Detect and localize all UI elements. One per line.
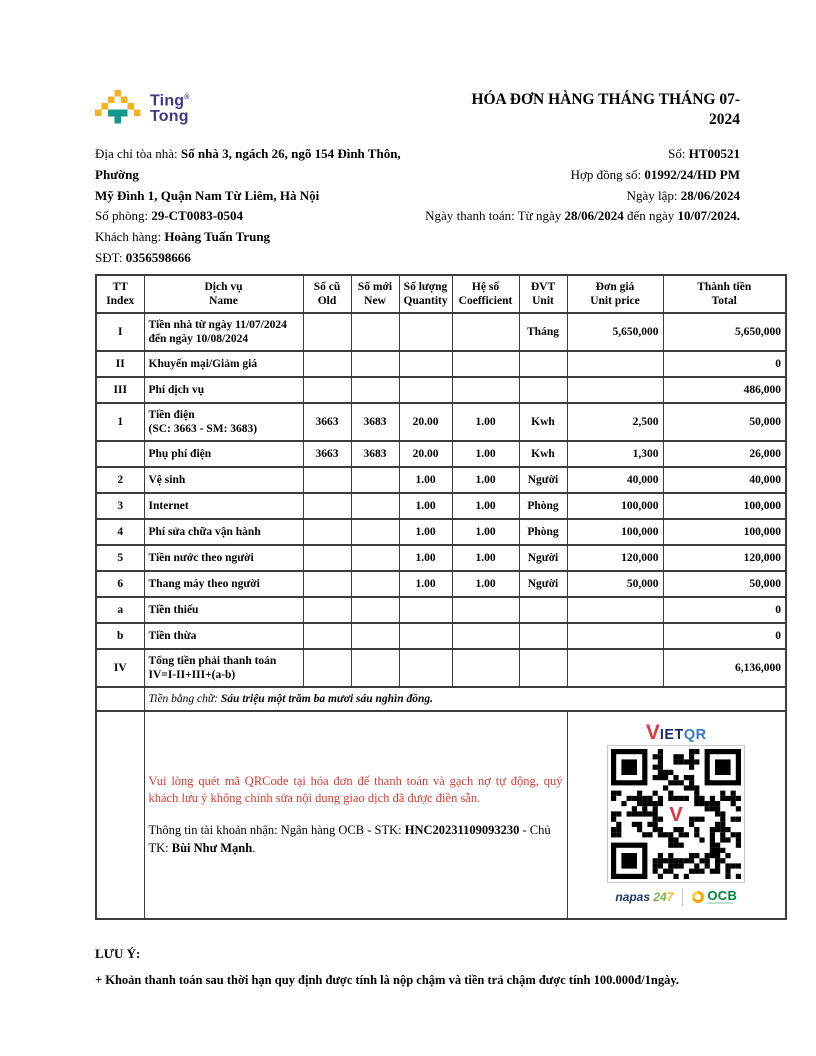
ocb-label: OCB	[707, 888, 738, 904]
cell-unit: Tháng	[519, 313, 567, 351]
cell-name: Phí sửa chữa vận hành	[144, 519, 303, 545]
cell-price	[567, 377, 663, 403]
cell-total: 0	[663, 597, 786, 623]
cell-idx: 4	[96, 519, 144, 545]
cell-old	[303, 623, 351, 649]
payment-from-date: 28/06/2024	[564, 208, 624, 224]
cell-coef	[452, 351, 519, 377]
table-row	[96, 441, 786, 467]
payment-period-line	[425, 206, 740, 227]
cell-idx: II	[96, 351, 144, 377]
table-row	[96, 649, 786, 687]
cell-new	[351, 493, 399, 519]
cell-idx: III	[96, 377, 144, 403]
cell-price	[567, 597, 663, 623]
payment-mid-label: đến ngày	[623, 208, 678, 224]
cell-new	[351, 313, 399, 351]
cell-old: 3663	[303, 441, 351, 467]
qr-code-cell	[567, 711, 786, 919]
contract-label: Hợp đồng số:	[570, 166, 645, 182]
cell-unit	[519, 377, 567, 403]
cell-total: 100,000	[663, 493, 786, 519]
cell-unit	[519, 597, 567, 623]
table-header-row	[96, 275, 786, 313]
qr-payment-row	[96, 711, 786, 919]
contract-value: 01992/24/HD PM	[644, 166, 740, 182]
cell-total: 6,136,000	[663, 649, 786, 687]
tingtong-logo-icon	[95, 90, 141, 124]
contract-number-line	[425, 165, 740, 186]
cell-total: 486,000	[663, 377, 786, 403]
customer-label: Khách hàng:	[95, 229, 165, 245]
table-footer	[96, 687, 786, 919]
invoice-title: HÓA ĐƠN HÀNG THÁNG THÁNG 07-2024	[471, 91, 740, 128]
cell-old	[303, 313, 351, 351]
cell-price: 100,000	[567, 493, 663, 519]
cell-coef: 1.00	[452, 519, 519, 545]
cell-new	[351, 467, 399, 493]
cell-name: Phụ phí điện	[144, 441, 303, 467]
cell-coef: 1.00	[452, 403, 519, 441]
invoice-number-line	[425, 144, 740, 165]
napas-7-text: 7	[666, 890, 674, 905]
cell-name: Tiền thừa	[144, 623, 303, 649]
cell-idx: a	[96, 597, 144, 623]
logo-line2: Tong	[150, 107, 189, 125]
qr-code-image	[611, 749, 741, 879]
cell-old: 3663	[303, 403, 351, 441]
payment-partners	[615, 888, 737, 906]
cell-name: Thang máy theo người	[144, 571, 303, 597]
vietqr-iet-text: IET	[659, 727, 684, 744]
cell-idx: 3	[96, 493, 144, 519]
cell-price: 120,000	[567, 545, 663, 571]
cell-qty	[399, 649, 452, 687]
cell-idx: 6	[96, 571, 144, 597]
cell-name: Tiền nước theo người	[144, 545, 303, 571]
napas-brand-text: napas	[615, 890, 650, 905]
column-header-1: Dịch vụ Name	[144, 275, 303, 313]
phone-label: SĐT:	[95, 249, 126, 265]
table-row	[96, 493, 786, 519]
cell-qty: 1.00	[399, 545, 452, 571]
cell-unit: Kwh	[519, 441, 567, 467]
cell-qty: 20.00	[399, 403, 452, 441]
ocb-text	[707, 890, 737, 904]
cell-unit: Phòng	[519, 519, 567, 545]
notes-heading: LƯU Ý:	[95, 945, 141, 961]
building-address-line1	[95, 144, 425, 186]
amount-in-words-cell	[144, 687, 786, 711]
info-left-column	[95, 144, 425, 269]
cell-price: 2,500	[567, 403, 663, 441]
cell-coef	[452, 313, 519, 351]
payment-label: Ngày thanh toán: Từ ngày	[425, 208, 565, 224]
cell-price: 5,650,000	[567, 313, 663, 351]
cell-new	[351, 351, 399, 377]
cell-coef: 1.00	[452, 571, 519, 597]
cell-coef: 1.00	[452, 493, 519, 519]
cell-price	[567, 351, 663, 377]
cell-unit: Phòng	[519, 493, 567, 519]
vietqr-v-icon: V	[645, 721, 660, 745]
payment-instructions-cell	[144, 711, 567, 919]
cell-new	[351, 571, 399, 597]
cell-new	[351, 545, 399, 571]
amount-in-words-value: Sáu triệu một trăm ba mươi sáu nghìn đồng.	[220, 692, 434, 705]
table-row	[96, 545, 786, 571]
cell-unit: Kwh	[519, 403, 567, 441]
cell-name: Tổng tiền phải thanh toán IV=I-II+III+(a-b)	[144, 649, 303, 687]
header	[95, 90, 785, 129]
cell-total: 0	[663, 351, 786, 377]
qr-code-frame	[607, 745, 745, 883]
cell-unit	[519, 649, 567, 687]
empty-cell	[96, 711, 144, 919]
cell-total: 5,650,000	[663, 313, 786, 351]
cell-qty	[399, 351, 452, 377]
address-label: Địa chỉ tòa nhà:	[95, 146, 181, 161]
column-header-6: ĐVT Unit	[519, 275, 567, 313]
cell-total: 120,000	[663, 545, 786, 571]
cell-coef	[452, 597, 519, 623]
table-row	[96, 351, 786, 377]
notes-section	[95, 946, 785, 988]
cell-name: Internet	[144, 493, 303, 519]
cell-price: 1,300	[567, 441, 663, 467]
empty-cell	[96, 687, 144, 711]
table-row	[96, 623, 786, 649]
cell-total: 50,000	[663, 571, 786, 597]
phone-line	[95, 248, 425, 269]
cell-total: 40,000	[663, 467, 786, 493]
customer-line	[95, 227, 425, 248]
cell-qty	[399, 623, 452, 649]
cell-unit	[519, 351, 567, 377]
cell-idx: 5	[96, 545, 144, 571]
cell-total: 100,000	[663, 519, 786, 545]
cell-old	[303, 545, 351, 571]
column-header-8: Thành tiền Total	[663, 275, 786, 313]
account-holder-label: - Chủ TK:	[148, 822, 551, 855]
cell-total: 50,000	[663, 403, 786, 441]
table-row	[96, 403, 786, 441]
payment-to-date: 10/07/2024	[677, 208, 737, 224]
table-row	[96, 519, 786, 545]
table-row	[96, 571, 786, 597]
account-label: Thông tin tài khoản nhận: Ngân hàng OCB - STK:	[148, 822, 405, 837]
cell-new: 3683	[351, 441, 399, 467]
account-number: HNC20231109093230	[404, 822, 520, 837]
cell-qty: 1.00	[399, 519, 452, 545]
svg-text:V: V	[669, 804, 683, 827]
cell-coef: 1.00	[452, 441, 519, 467]
cell-unit	[519, 623, 567, 649]
column-header-7: Đơn giá Unit price	[567, 275, 663, 313]
cell-idx: b	[96, 623, 144, 649]
cell-qty: 20.00	[399, 441, 452, 467]
cell-old	[303, 597, 351, 623]
cell-old	[303, 351, 351, 377]
cell-coef: 1.00	[452, 545, 519, 571]
qr-notice-text: Vui lòng quét mã QRCode tại hóa đơn để thanh toán và gạch nợ tự động, quý khách lưu ý không chỉnh sửa nội dung giao dịch đã được điền sẵn.	[148, 773, 563, 806]
room-number-line	[95, 206, 425, 227]
column-header-4: Số lượng Quantity	[399, 275, 452, 313]
napas-24-text: 24	[653, 890, 667, 905]
room-value: 29-CT0083-0504	[151, 208, 244, 224]
cell-qty: 1.00	[399, 467, 452, 493]
cell-idx: 1	[96, 403, 144, 441]
column-header-2: Số cũ Old	[303, 275, 351, 313]
napas-247-logo	[615, 890, 673, 904]
cell-coef	[452, 649, 519, 687]
cell-qty	[399, 313, 452, 351]
cell-qty: 1.00	[399, 571, 452, 597]
cell-idx: 2	[96, 467, 144, 493]
amount-in-words-row	[96, 687, 786, 711]
table-row	[96, 467, 786, 493]
cell-name: Phí dịch vụ	[144, 377, 303, 403]
info-right-column	[425, 144, 785, 269]
cell-name: Tiền điện (SC: 3663 - SM: 3683)	[144, 403, 303, 441]
cell-price: 50,000	[567, 571, 663, 597]
logo-line1: Ting	[150, 92, 185, 110]
partner-divider	[682, 888, 683, 906]
account-holder-name: Bùi Như Mạnh	[171, 840, 253, 855]
cell-qty	[399, 377, 452, 403]
cell-new	[351, 597, 399, 623]
cell-new	[351, 377, 399, 403]
cell-old	[303, 649, 351, 687]
invoice-table	[95, 274, 787, 920]
amount-in-words-label: Tiền bằng chữ:	[148, 692, 221, 705]
bank-account-text	[149, 821, 563, 857]
cell-price: 40,000	[567, 467, 663, 493]
cell-qty	[399, 597, 452, 623]
late-payment-note: + Khoản thanh toán sau thời hạn quy định được tính là nộp chậm và tiền trả chậm được tính 100.000đ/1ngày.	[95, 972, 680, 987]
info-section	[95, 144, 785, 269]
vietqr-block	[572, 723, 782, 906]
tingtong-logo	[95, 90, 190, 124]
ocb-circle-icon	[692, 891, 704, 903]
account-sentence-end: .	[252, 840, 256, 855]
cell-name: Tiền thiếu	[144, 597, 303, 623]
table-row	[96, 313, 786, 351]
cell-old	[303, 571, 351, 597]
cell-idx	[96, 441, 144, 467]
cell-unit: Người	[519, 545, 567, 571]
ocb-logo	[692, 890, 737, 904]
customer-value: Hoàng Tuấn Trung	[164, 229, 271, 245]
cell-coef: 1.00	[452, 467, 519, 493]
tingtong-logo-text	[150, 90, 190, 123]
cell-coef	[452, 377, 519, 403]
room-label: Số phòng:	[95, 208, 152, 224]
cell-old	[303, 519, 351, 545]
issue-date-line	[425, 186, 740, 207]
cell-new	[351, 649, 399, 687]
cell-price: 100,000	[567, 519, 663, 545]
cell-name: Vệ sinh	[144, 467, 303, 493]
issue-date-label: Ngày lập:	[626, 187, 681, 203]
cell-idx: IV	[96, 649, 144, 687]
cell-price	[567, 623, 663, 649]
cell-total: 26,000	[663, 441, 786, 467]
cell-old	[303, 377, 351, 403]
cell-total: 0	[663, 623, 786, 649]
cell-old	[303, 467, 351, 493]
building-address-line2: Mỹ Đình 1, Quận Nam Từ Liêm, Hà Nội	[95, 187, 320, 203]
cell-old	[303, 493, 351, 519]
invoice-number-label: Số:	[668, 146, 689, 161]
cell-idx: I	[96, 313, 144, 351]
cell-qty: 1.00	[399, 493, 452, 519]
column-header-0: TT Index	[96, 275, 144, 313]
cell-price	[567, 649, 663, 687]
cell-unit: Người	[519, 467, 567, 493]
vietqr-qr-text: QR	[683, 727, 707, 744]
vietqr-logo	[646, 723, 707, 743]
cell-name: Tiền nhà từ ngày 11/07/2024 đến ngày 10/08/2024	[144, 313, 303, 351]
column-header-5: Hệ số Coefficient	[452, 275, 519, 313]
column-header-3: Số mới New	[351, 275, 399, 313]
table-row	[96, 597, 786, 623]
invoice-number-value: HT00521	[688, 146, 740, 161]
phone-value: 0356598666	[125, 249, 191, 265]
table-row	[96, 377, 786, 403]
cell-new: 3683	[351, 403, 399, 441]
cell-coef	[452, 623, 519, 649]
table-body	[96, 313, 786, 687]
issue-date-value: 28/06/2024	[680, 187, 740, 203]
cell-new	[351, 623, 399, 649]
address-value-line1: Số nhà 3, ngách 26, ngõ 154 Đình Thôn, Phường	[95, 146, 401, 182]
cell-unit: Người	[519, 571, 567, 597]
cell-name: Khuyến mại/Giảm giá	[144, 351, 303, 377]
cell-new	[351, 519, 399, 545]
payment-period-end: .	[736, 208, 740, 224]
table-header	[96, 275, 786, 313]
registered-mark: ®	[184, 94, 190, 102]
